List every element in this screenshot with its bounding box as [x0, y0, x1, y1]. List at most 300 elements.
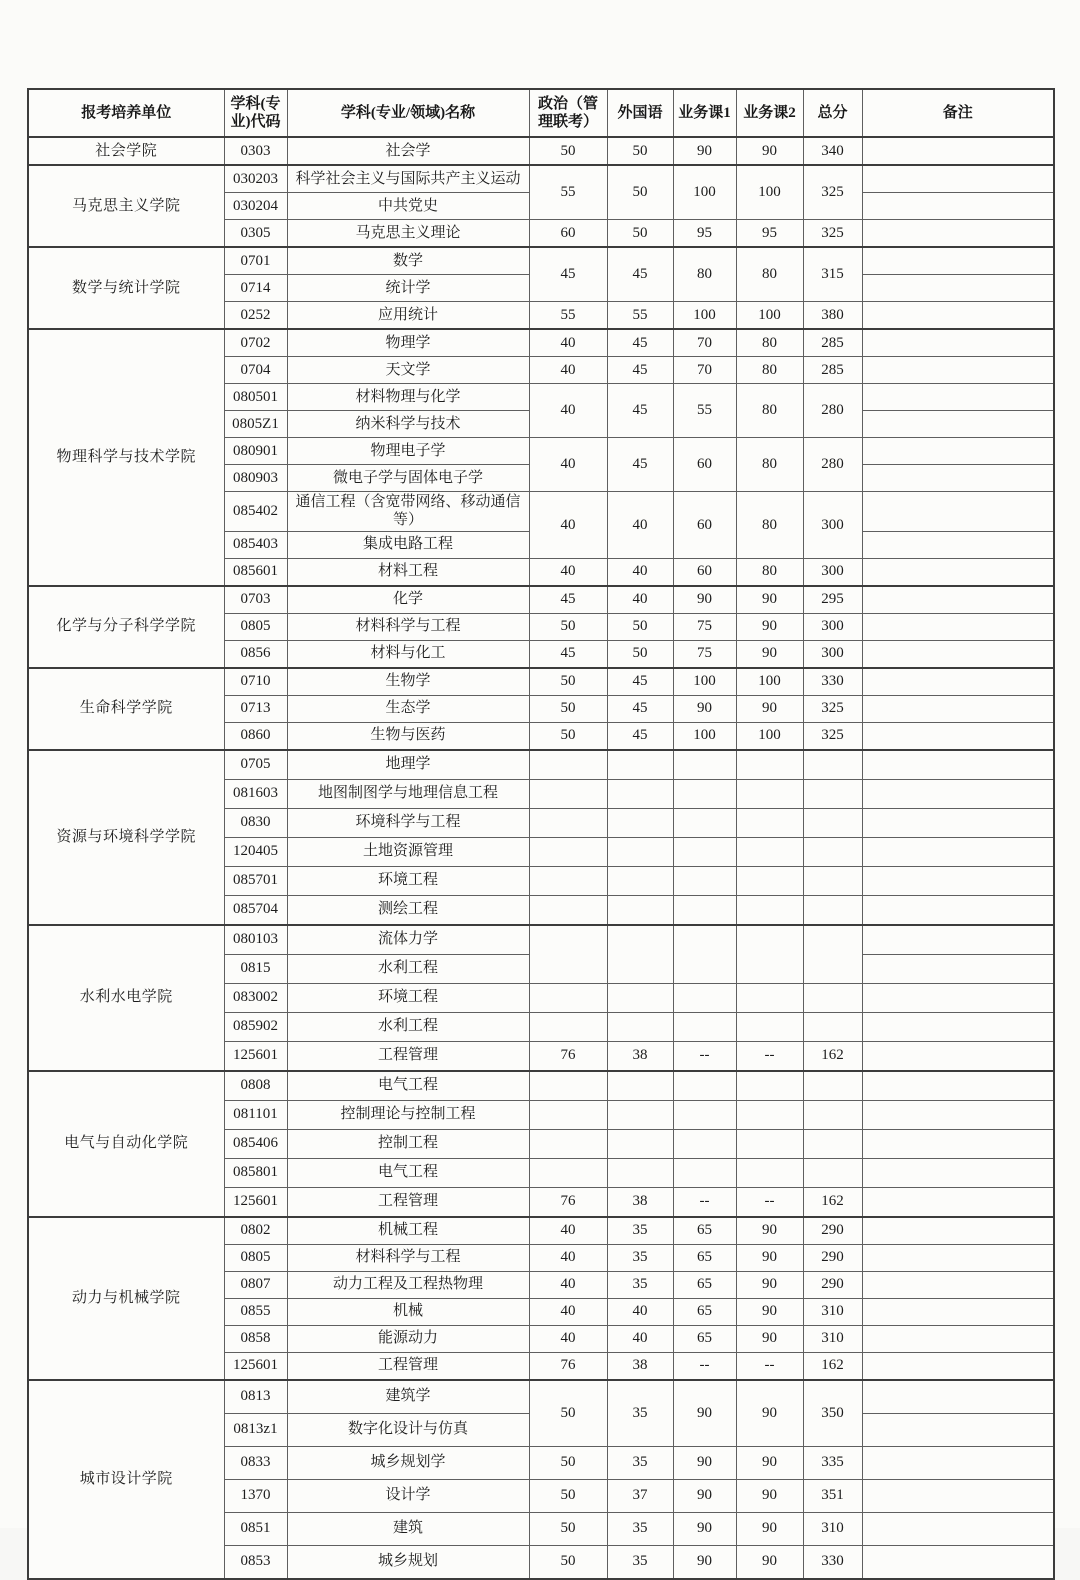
score-politics-cell [529, 1158, 607, 1187]
subject-name-cell: 生态学 [287, 695, 529, 722]
note-cell [862, 895, 1054, 925]
table-row [28, 1380, 1054, 1414]
college-cell: 水利水电学院 [28, 925, 224, 1071]
score-foreign-cell: 38 [607, 1352, 673, 1380]
score-politics-cell: 55 [529, 302, 607, 330]
score-politics-cell: 76 [529, 1187, 607, 1217]
score-course2-cell: 80 [736, 357, 803, 384]
score-course2-cell: 90 [736, 613, 803, 640]
code-cell: 081603 [224, 779, 287, 808]
score-total-cell [803, 895, 862, 925]
score-course2-cell: -- [736, 1187, 803, 1217]
score-course1-cell: 65 [673, 1217, 736, 1245]
score-course2-cell: 90 [736, 586, 803, 614]
score-course2-cell: 90 [736, 1325, 803, 1352]
score-course1-cell: 70 [673, 329, 736, 357]
score-course2-cell: 90 [736, 1271, 803, 1298]
score-total-cell: 300 [803, 558, 862, 586]
score-foreign-cell [607, 866, 673, 895]
score-course1-cell [673, 866, 736, 895]
score-total-cell [803, 1129, 862, 1158]
score-politics-cell: 40 [529, 438, 607, 492]
score-course2-cell [736, 1100, 803, 1129]
code-cell: 085701 [224, 866, 287, 895]
code-cell: 0704 [224, 357, 287, 384]
subject-name-cell: 环境工程 [287, 866, 529, 895]
score-total-cell: 315 [803, 247, 862, 302]
subject-name-cell: 中共党史 [287, 193, 529, 220]
header-row [28, 89, 1054, 137]
table-row [28, 668, 1054, 696]
note-cell [862, 640, 1054, 668]
subject-name-cell: 材料与化工 [287, 640, 529, 668]
score-politics-cell: 45 [529, 640, 607, 668]
code-cell: 0807 [224, 1271, 287, 1298]
score-course1-cell: 90 [673, 1512, 736, 1545]
note-cell [862, 837, 1054, 866]
score-course1-cell: 100 [673, 165, 736, 220]
code-cell: 0703 [224, 586, 287, 614]
score-course2-cell: 80 [736, 558, 803, 586]
table-row [28, 1071, 1054, 1101]
score-foreign-cell: 45 [607, 438, 673, 492]
score-total-cell: 325 [803, 722, 862, 750]
note-cell [862, 465, 1054, 492]
score-total-cell [803, 1100, 862, 1129]
code-cell: 085902 [224, 1012, 287, 1041]
score-foreign-cell: 50 [607, 220, 673, 248]
score-foreign-cell: 40 [607, 1298, 673, 1325]
score-course2-cell: 100 [736, 668, 803, 696]
code-cell: 0805 [224, 1244, 287, 1271]
code-cell: 083002 [224, 983, 287, 1012]
score-total-cell [803, 1158, 862, 1187]
score-foreign-cell: 35 [607, 1380, 673, 1447]
admission-score-table [27, 88, 1055, 1580]
subject-name-cell: 机械 [287, 1298, 529, 1325]
score-course1-cell [673, 983, 736, 1012]
subject-name-cell: 科学社会主义与国际共产主义运动 [287, 165, 529, 193]
score-course2-cell: -- [736, 1352, 803, 1380]
note-cell [862, 329, 1054, 357]
note-cell [862, 779, 1054, 808]
note-cell [862, 750, 1054, 780]
score-total-cell [803, 866, 862, 895]
note-cell [862, 1187, 1054, 1217]
score-foreign-cell [607, 837, 673, 866]
score-total-cell: 330 [803, 668, 862, 696]
note-cell [862, 722, 1054, 750]
score-total-cell: 300 [803, 492, 862, 559]
score-foreign-cell: 45 [607, 668, 673, 696]
table-row [28, 329, 1054, 357]
subject-name-cell: 控制理论与控制工程 [287, 1100, 529, 1129]
score-foreign-cell [607, 1100, 673, 1129]
score-politics-cell: 76 [529, 1041, 607, 1071]
score-foreign-cell: 50 [607, 613, 673, 640]
score-foreign-cell: 45 [607, 357, 673, 384]
subject-name-cell: 动力工程及工程热物理 [287, 1271, 529, 1298]
score-course1-cell [673, 750, 736, 780]
column-header-col-total: 总分 [803, 89, 862, 137]
score-foreign-cell: 50 [607, 165, 673, 220]
score-politics-cell: 40 [529, 1271, 607, 1298]
note-cell [862, 954, 1054, 983]
score-foreign-cell: 35 [607, 1545, 673, 1579]
score-foreign-cell [607, 1158, 673, 1187]
note-cell [862, 384, 1054, 411]
score-politics-cell: 45 [529, 247, 607, 302]
score-course2-cell: 90 [736, 1380, 803, 1447]
code-cell: 0303 [224, 137, 287, 165]
code-cell: 1370 [224, 1479, 287, 1512]
score-politics-cell: 40 [529, 329, 607, 357]
subject-name-cell: 流体力学 [287, 925, 529, 955]
score-course1-cell: 90 [673, 1446, 736, 1479]
subject-name-cell: 工程管理 [287, 1187, 529, 1217]
college-cell: 生命科学学院 [28, 668, 224, 750]
subject-name-cell: 材料科学与工程 [287, 613, 529, 640]
score-politics-cell: 50 [529, 1545, 607, 1579]
score-course1-cell: 60 [673, 492, 736, 559]
code-cell: 0710 [224, 668, 287, 696]
college-cell: 电气与自动化学院 [28, 1071, 224, 1217]
score-politics-cell: 50 [529, 613, 607, 640]
score-politics-cell: 40 [529, 1298, 607, 1325]
note-cell [862, 1512, 1054, 1545]
subject-name-cell: 材料科学与工程 [287, 1244, 529, 1271]
score-total-cell: 162 [803, 1187, 862, 1217]
note-cell [862, 925, 1054, 955]
score-course1-cell: 70 [673, 357, 736, 384]
code-cell: 081101 [224, 1100, 287, 1129]
code-cell: 0851 [224, 1512, 287, 1545]
score-course1-cell [673, 1158, 736, 1187]
note-cell [862, 1100, 1054, 1129]
subject-name-cell: 材料工程 [287, 558, 529, 586]
subject-name-cell: 控制工程 [287, 1129, 529, 1158]
score-total-cell: 290 [803, 1271, 862, 1298]
score-course2-cell [736, 1012, 803, 1041]
score-foreign-cell: 37 [607, 1479, 673, 1512]
subject-name-cell: 土地资源管理 [287, 837, 529, 866]
score-course2-cell: 100 [736, 165, 803, 220]
column-header-col-course1: 业务课1 [673, 89, 736, 137]
score-total-cell [803, 1071, 862, 1101]
score-course1-cell [673, 925, 736, 984]
note-cell [862, 1545, 1054, 1579]
column-header-col-code: 学科(专业)代码 [224, 89, 287, 137]
score-foreign-cell [607, 1012, 673, 1041]
table-row [28, 137, 1054, 165]
note-cell [862, 165, 1054, 193]
score-course1-cell: 65 [673, 1271, 736, 1298]
note-cell [862, 302, 1054, 330]
score-total-cell: 351 [803, 1479, 862, 1512]
code-cell: 0813 [224, 1380, 287, 1414]
note-cell [862, 866, 1054, 895]
score-course1-cell: 55 [673, 384, 736, 438]
column-header-col-course2: 业务课2 [736, 89, 803, 137]
code-cell: 0714 [224, 275, 287, 302]
note-cell [862, 1352, 1054, 1380]
score-politics-cell [529, 866, 607, 895]
score-foreign-cell: 35 [607, 1244, 673, 1271]
score-foreign-cell: 45 [607, 329, 673, 357]
score-course2-cell: 80 [736, 492, 803, 559]
note-cell [862, 492, 1054, 532]
score-politics-cell [529, 925, 607, 984]
score-course2-cell: 100 [736, 302, 803, 330]
score-foreign-cell: 50 [607, 137, 673, 165]
score-foreign-cell [607, 983, 673, 1012]
note-cell [862, 247, 1054, 275]
score-total-cell: 162 [803, 1041, 862, 1071]
score-course2-cell [736, 866, 803, 895]
score-course2-cell: 90 [736, 1217, 803, 1245]
column-header-col-politics: 政治（管理联考） [529, 89, 607, 137]
score-course1-cell: 60 [673, 438, 736, 492]
subject-name-cell: 水利工程 [287, 954, 529, 983]
score-course1-cell: 65 [673, 1325, 736, 1352]
score-politics-cell [529, 1012, 607, 1041]
score-politics-cell: 40 [529, 558, 607, 586]
subject-name-cell: 工程管理 [287, 1041, 529, 1071]
score-course2-cell: 90 [736, 1446, 803, 1479]
score-total-cell: 285 [803, 329, 862, 357]
score-course1-cell: 90 [673, 586, 736, 614]
score-course1-cell [673, 1129, 736, 1158]
code-cell: 085601 [224, 558, 287, 586]
score-total-cell: 325 [803, 165, 862, 220]
score-course2-cell [736, 1071, 803, 1101]
code-cell: 080501 [224, 384, 287, 411]
subject-name-cell: 测绘工程 [287, 895, 529, 925]
subject-name-cell: 数学 [287, 247, 529, 275]
note-cell [862, 668, 1054, 696]
score-total-cell: 310 [803, 1512, 862, 1545]
score-total-cell: 295 [803, 586, 862, 614]
note-cell [862, 695, 1054, 722]
table-row [28, 750, 1054, 780]
score-foreign-cell: 38 [607, 1187, 673, 1217]
column-header-col-college: 报考培养单位 [28, 89, 224, 137]
note-cell [862, 411, 1054, 438]
score-politics-cell: 50 [529, 695, 607, 722]
note-cell [862, 1244, 1054, 1271]
subject-name-cell: 工程管理 [287, 1352, 529, 1380]
score-course2-cell: 100 [736, 722, 803, 750]
code-cell: 085801 [224, 1158, 287, 1187]
score-total-cell: 310 [803, 1325, 862, 1352]
code-cell: 0833 [224, 1446, 287, 1479]
subject-name-cell: 材料物理与化学 [287, 384, 529, 411]
note-cell [862, 220, 1054, 248]
college-cell: 数学与统计学院 [28, 247, 224, 329]
score-course1-cell [673, 1071, 736, 1101]
score-course1-cell: 80 [673, 247, 736, 302]
score-politics-cell [529, 837, 607, 866]
code-cell: 085704 [224, 895, 287, 925]
code-cell: 0853 [224, 1545, 287, 1579]
subject-name-cell: 环境科学与工程 [287, 808, 529, 837]
subject-name-cell: 设计学 [287, 1479, 529, 1512]
note-cell [862, 357, 1054, 384]
note-cell [862, 808, 1054, 837]
subject-name-cell: 数字化设计与仿真 [287, 1413, 529, 1446]
subject-name-cell: 建筑 [287, 1512, 529, 1545]
code-cell: 125601 [224, 1187, 287, 1217]
table-row [28, 1217, 1054, 1245]
subject-name-cell: 能源动力 [287, 1325, 529, 1352]
subject-name-cell: 地理学 [287, 750, 529, 780]
code-cell: 125601 [224, 1352, 287, 1380]
score-politics-cell: 76 [529, 1352, 607, 1380]
score-foreign-cell: 35 [607, 1271, 673, 1298]
score-course1-cell: 90 [673, 1380, 736, 1447]
score-course1-cell [673, 1100, 736, 1129]
score-course2-cell: 80 [736, 384, 803, 438]
score-course1-cell [673, 837, 736, 866]
score-course2-cell [736, 925, 803, 984]
score-foreign-cell [607, 925, 673, 984]
score-course1-cell: 100 [673, 302, 736, 330]
score-course2-cell: 90 [736, 1244, 803, 1271]
subject-name-cell: 天文学 [287, 357, 529, 384]
score-course1-cell: 90 [673, 1545, 736, 1579]
note-cell [862, 1071, 1054, 1101]
score-foreign-cell: 45 [607, 247, 673, 302]
subject-name-cell: 物理电子学 [287, 438, 529, 465]
note-cell [862, 193, 1054, 220]
subject-name-cell: 社会学 [287, 137, 529, 165]
note-cell [862, 613, 1054, 640]
score-total-cell: 162 [803, 1352, 862, 1380]
score-politics-cell [529, 779, 607, 808]
score-course1-cell: 65 [673, 1298, 736, 1325]
score-course1-cell: 60 [673, 558, 736, 586]
subject-name-cell: 生物与医药 [287, 722, 529, 750]
table-row [28, 165, 1054, 193]
score-course2-cell: 90 [736, 137, 803, 165]
score-total-cell: 285 [803, 357, 862, 384]
score-course2-cell: 90 [736, 640, 803, 668]
college-cell: 动力与机械学院 [28, 1217, 224, 1380]
code-cell: 0802 [224, 1217, 287, 1245]
table-row [28, 925, 1054, 955]
score-course1-cell: -- [673, 1041, 736, 1071]
score-foreign-cell: 35 [607, 1446, 673, 1479]
code-cell: 0856 [224, 640, 287, 668]
college-cell: 城市设计学院 [28, 1380, 224, 1579]
score-total-cell [803, 750, 862, 780]
note-cell [862, 1129, 1054, 1158]
code-cell: 0305 [224, 220, 287, 248]
code-cell: 0805Z1 [224, 411, 287, 438]
note-cell [862, 1298, 1054, 1325]
table-row [28, 247, 1054, 275]
note-cell [862, 1041, 1054, 1071]
score-foreign-cell: 40 [607, 558, 673, 586]
score-foreign-cell [607, 895, 673, 925]
subject-name-cell: 化学 [287, 586, 529, 614]
subject-name-cell: 电气工程 [287, 1158, 529, 1187]
code-cell: 0808 [224, 1071, 287, 1101]
score-course1-cell: 65 [673, 1244, 736, 1271]
subject-name-cell: 集成电路工程 [287, 531, 529, 558]
score-total-cell [803, 837, 862, 866]
score-total-cell [803, 983, 862, 1012]
score-course1-cell [673, 1012, 736, 1041]
note-cell [862, 531, 1054, 558]
note-cell [862, 1479, 1054, 1512]
score-politics-cell: 50 [529, 1446, 607, 1479]
score-foreign-cell: 40 [607, 1325, 673, 1352]
score-course1-cell: -- [673, 1352, 736, 1380]
note-cell [862, 137, 1054, 165]
score-total-cell: 310 [803, 1298, 862, 1325]
code-cell: 080901 [224, 438, 287, 465]
subject-name-cell: 纳米科学与技术 [287, 411, 529, 438]
subject-name-cell: 生物学 [287, 668, 529, 696]
table-row [28, 586, 1054, 614]
code-cell: 030203 [224, 165, 287, 193]
score-total-cell: 300 [803, 613, 862, 640]
score-foreign-cell [607, 750, 673, 780]
code-cell: 120405 [224, 837, 287, 866]
code-cell: 085403 [224, 531, 287, 558]
score-total-cell: 290 [803, 1244, 862, 1271]
code-cell: 085406 [224, 1129, 287, 1158]
score-total-cell [803, 1012, 862, 1041]
code-cell: 0705 [224, 750, 287, 780]
score-politics-cell: 50 [529, 668, 607, 696]
note-cell [862, 438, 1054, 465]
college-cell: 马克思主义学院 [28, 165, 224, 247]
score-politics-cell [529, 1100, 607, 1129]
column-header-col-foreign-language: 外国语 [607, 89, 673, 137]
score-politics-cell: 50 [529, 137, 607, 165]
score-total-cell: 280 [803, 384, 862, 438]
score-politics-cell: 50 [529, 1512, 607, 1545]
code-cell: 0855 [224, 1298, 287, 1325]
subject-name-cell: 水利工程 [287, 1012, 529, 1041]
code-cell: 0252 [224, 302, 287, 330]
note-cell [862, 275, 1054, 302]
score-course2-cell [736, 1158, 803, 1187]
code-cell: 0858 [224, 1325, 287, 1352]
score-total-cell: 325 [803, 695, 862, 722]
score-course2-cell [736, 983, 803, 1012]
score-politics-cell: 45 [529, 586, 607, 614]
score-total-cell [803, 808, 862, 837]
score-course2-cell: 90 [736, 1545, 803, 1579]
note-cell [862, 558, 1054, 586]
score-course1-cell: 95 [673, 220, 736, 248]
subject-name-cell: 环境工程 [287, 983, 529, 1012]
score-course1-cell: 100 [673, 668, 736, 696]
code-cell: 030204 [224, 193, 287, 220]
note-cell [862, 586, 1054, 614]
score-course2-cell: 80 [736, 329, 803, 357]
score-foreign-cell: 35 [607, 1512, 673, 1545]
score-politics-cell [529, 895, 607, 925]
code-cell: 0830 [224, 808, 287, 837]
score-foreign-cell: 40 [607, 492, 673, 559]
score-total-cell: 300 [803, 640, 862, 668]
score-foreign-cell: 45 [607, 384, 673, 438]
score-course2-cell: 95 [736, 220, 803, 248]
